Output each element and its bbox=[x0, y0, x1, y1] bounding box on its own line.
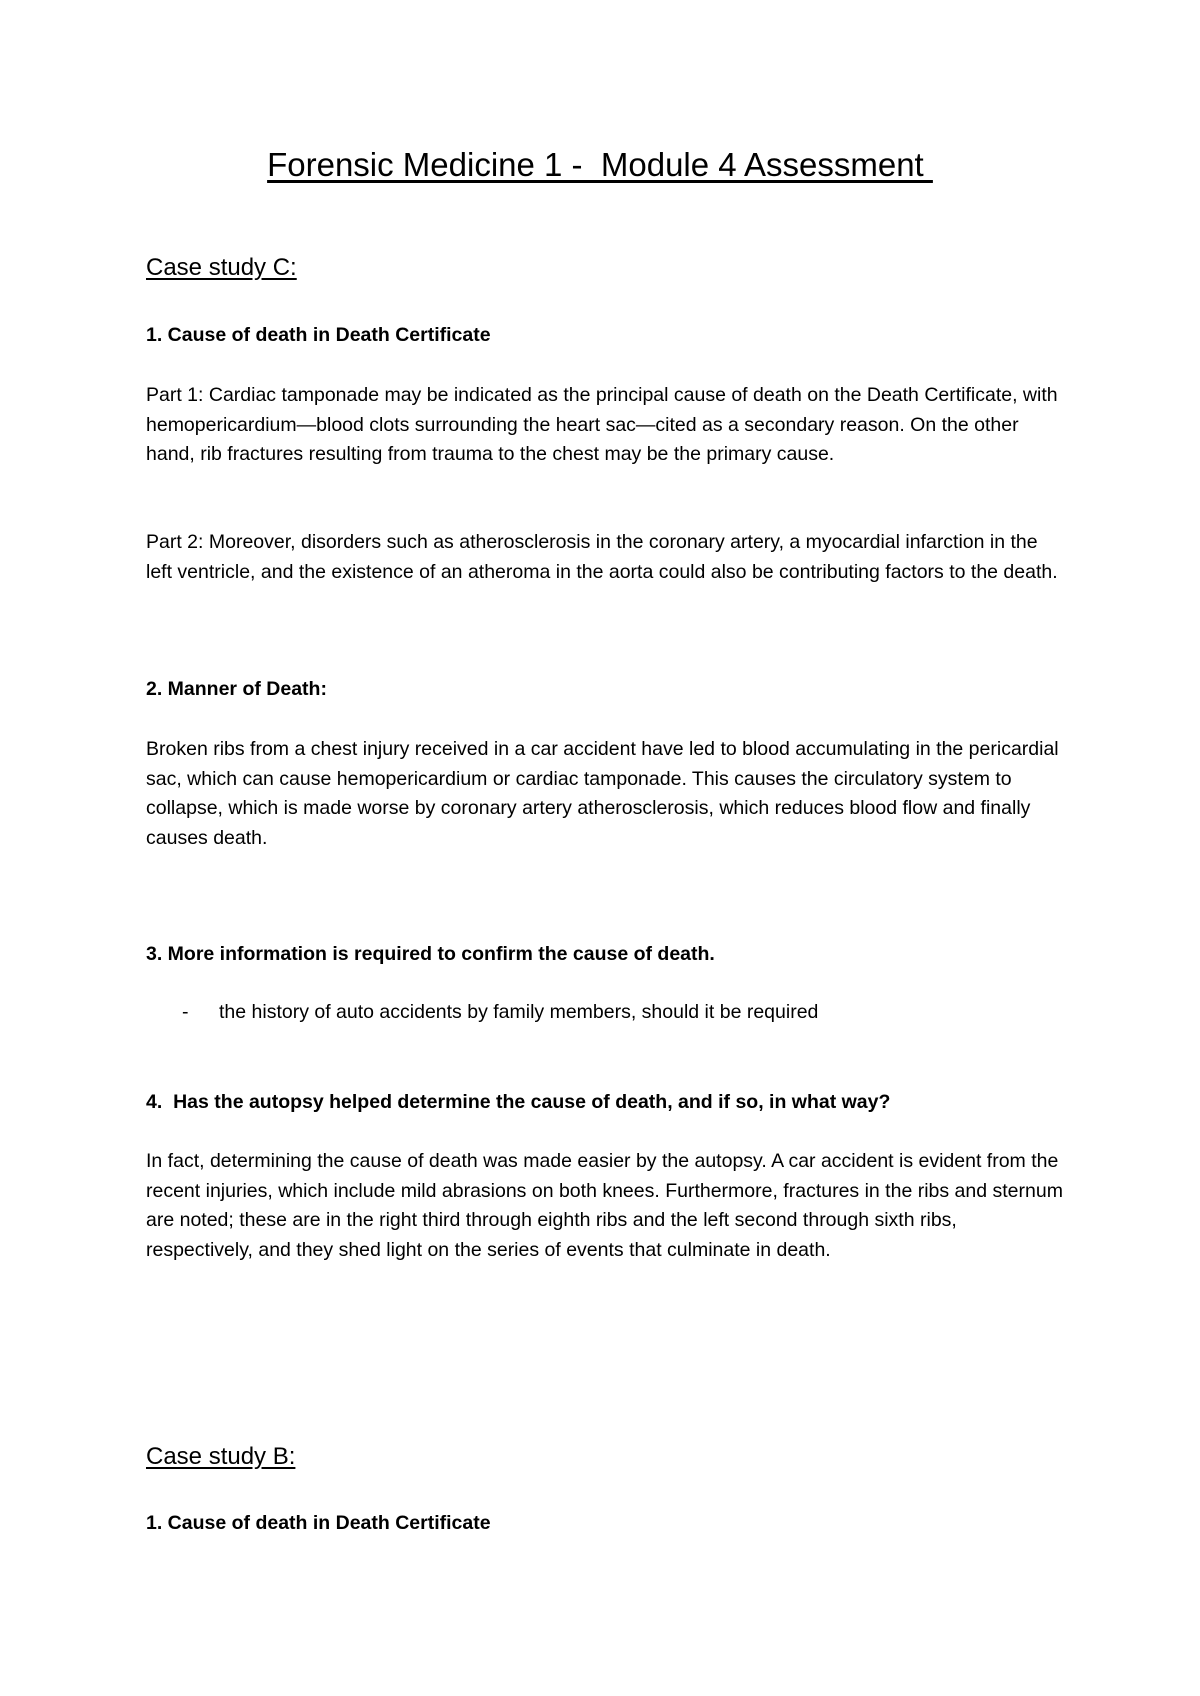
case-c-question-1-part-1: Part 1: Cardiac tamponade may be indicated as the principal cause of death on the Death Certificate, with hemopericardium—blood clots surrounding the heart sac—cited as a secondary reason. On the other hand, rib fractures resulting from trauma to the chest may be the primary cause. bbox=[146, 384, 1058, 465]
case-c-question-2-heading: 2. Manner of Death: bbox=[146, 678, 327, 700]
case-c-question-3-heading: 3. More information is required to confirm the cause of death. bbox=[146, 943, 715, 965]
case-study-c-heading: Case study C: bbox=[146, 254, 297, 281]
case-c-question-4-heading: 4. Has the autopsy helped determine the cause of death, and if so, in what way? bbox=[146, 1091, 891, 1113]
case-b-question-1-heading: 1. Cause of death in Death Certificate bbox=[146, 1512, 491, 1534]
case-c-question-2-body: Broken ribs from a chest injury received in a car accident have led to blood accumulating in the pericardial sac, which can cause hemopericardium or cardiac tamponade. This causes the circulatory system to collapse, which is made worse by coronary artery atherosclerosis, which reduces blood flow and finally causes death. bbox=[146, 738, 1059, 849]
case-c-question-1-part-2: Part 2: Moreover, disorders such as atherosclerosis in the coronary artery, a myocardial infarction in the left ventricle, and the existence of an atheroma in the aorta could also be contributing factors to the death. bbox=[146, 531, 1058, 583]
case-c-question-1-heading: 1. Cause of death in Death Certificate bbox=[146, 324, 491, 346]
bullet-text: the history of auto accidents by family members, should it be required bbox=[219, 1001, 819, 1023]
case-study-b-heading: Case study B: bbox=[146, 1443, 296, 1470]
bullet-dash: - bbox=[182, 1001, 189, 1023]
case-c-question-4-body: In fact, determining the cause of death was made easier by the autopsy. A car accident is evident from the recent injuries, which include mild abrasions on both knees. Furthermore, fractures in the ribs and sternum are noted; these are in the right third through eighth ribs and the left second through sixth ribs, respectively, and they shed light on the series of events that culminate in death. bbox=[146, 1150, 1063, 1261]
document-title: Forensic Medicine 1 - Module 4 Assessment bbox=[267, 146, 933, 183]
